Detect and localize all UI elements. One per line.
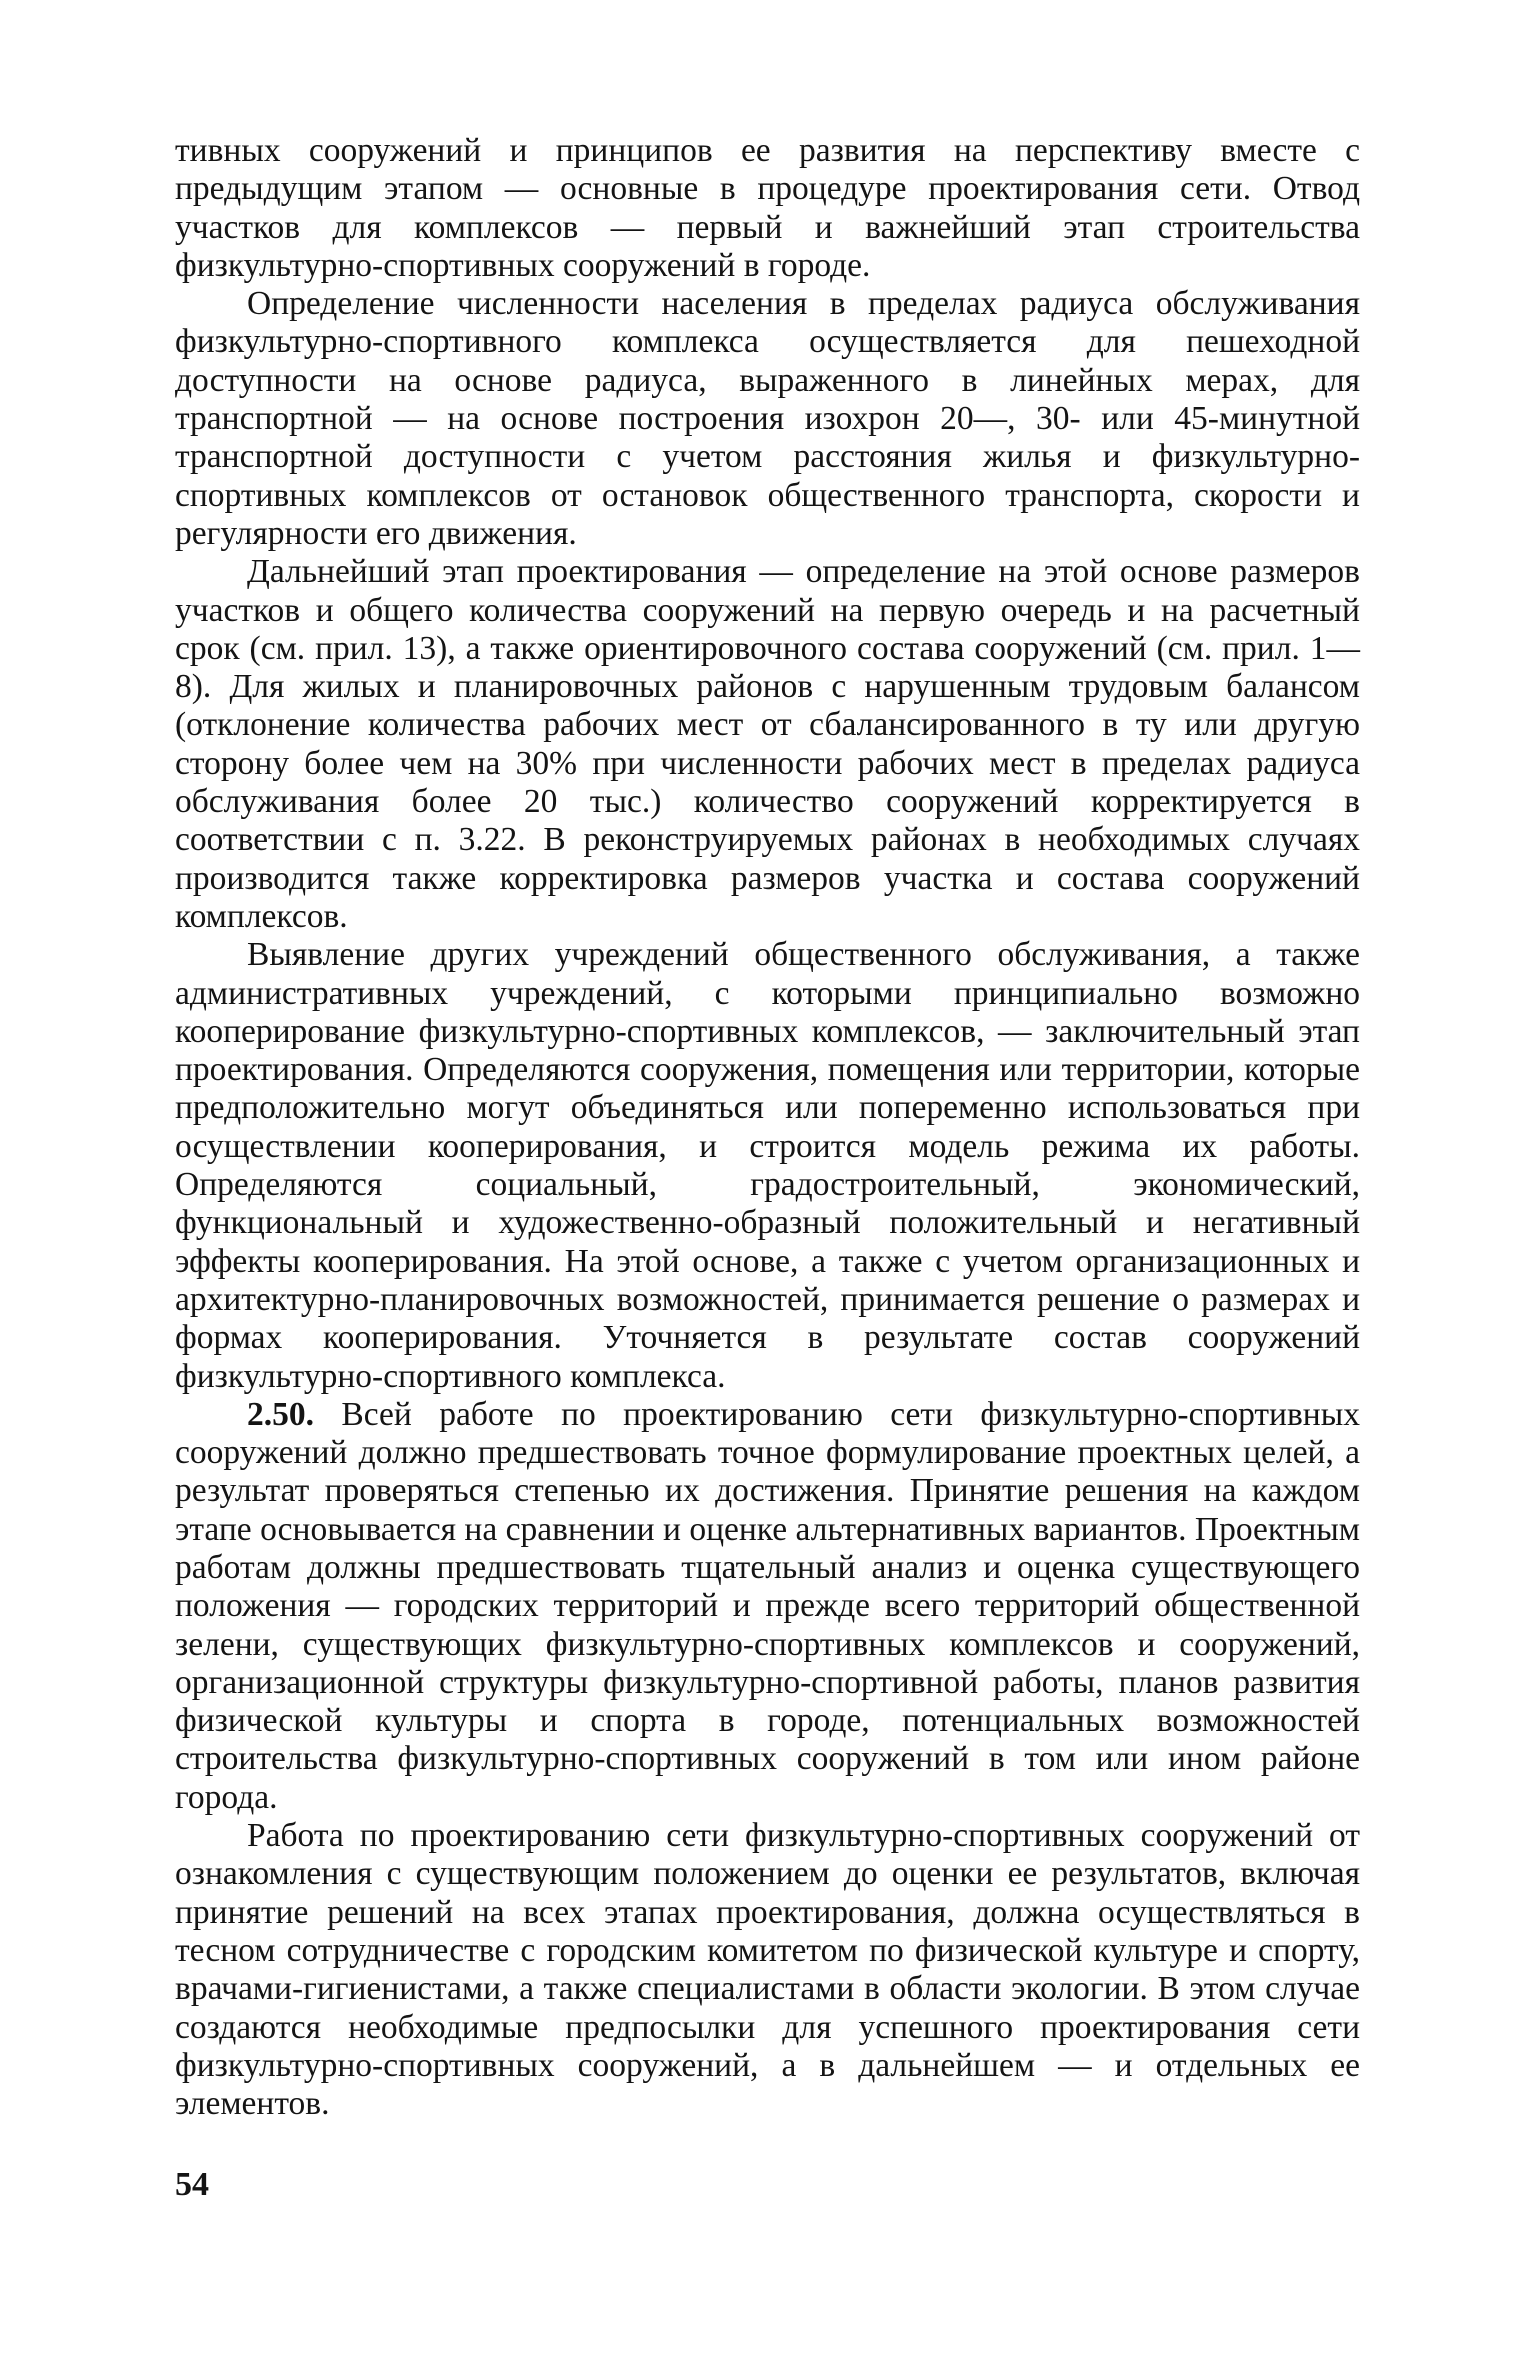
paragraph-3 xyxy=(175,553,1360,936)
paragraph-1 xyxy=(175,132,1360,285)
paragraph-1-text: тивных сооружений и принципов ее развития на перспективу вместе с предыдущим этапом — основные в процедуре проектирования сети. Отвод участков для комплексов — первый и важнейший этап строительства физкультурно-спортивных сооружений в городе. xyxy=(175,132,1360,284)
paragraph-5-text: Всей работе по проектированию сети физкультурно-спортивных сооружений должно предшествовать точное формулирование проектных целей, а результат проверяться степенью их достижения. Принятие решения на каждом этапе основывается на сравнении и оценке альтернативных вариантов. Проектным работам должны предшествовать тщательный анализ и оценка существующего положения — городских территорий и прежде всего территорий общественной зелени, существующих физкультурно-спортивных комплексов и сооружений, организационной структуры физкультурно-спортивной работы, планов развития физической культуры и спорта в городе, потенциальных возможностей строительства физкультурно-спортивных сооружений в том или ином районе города. xyxy=(175,1395,1360,1816)
paragraph-6 xyxy=(175,1817,1360,2123)
paragraph-5 xyxy=(175,1396,1360,1817)
section-number: 2.50. xyxy=(247,1395,314,1433)
page-number: 54 xyxy=(175,2166,209,2203)
paragraph-2 xyxy=(175,285,1360,553)
document-page xyxy=(175,132,1360,2123)
paragraph-2-text: Определение численности населения в пределах радиуса обслуживания физкультурно-спортивного комплекса осуществляется для пешеходной доступности на основе радиуса, выраженного в линейных мерах, для транспортной — на основе построения изохрон 20—, 30- или 45-минутной транспортной доступности с учетом расстояния жилья и физкультурно-спортивных комплексов от остановок общественного транспорта, скорости и регулярности его движения. xyxy=(175,285,1360,552)
paragraph-4 xyxy=(175,936,1360,1396)
paragraph-6-text: Работа по проектированию сети физкультурно-спортивных сооружений от ознакомления с существующим положением до оценки ее результатов, включая принятие решений на всех этапах проектирования, должна осуществляться в тесном сотрудничестве с городским комитетом по физической культуре и спорту, врачами-гигиенистами, а также специалистами в области экологии. В этом случае создаются необходимые предпосылки для успешного проектирования сети физкультурно-спортивных сооружений, а в дальнейшем — и отдельных ее элементов. xyxy=(175,1817,1360,2123)
paragraph-3-text: Дальнейший этап проектирования — определение на этой основе размеров участков и общего количества сооружений на первую очередь и на расчетный срок (см. прил. 13), а также ориентировочного состава сооружений (см. прил. 1—8). Для жилых и планировочных районов с нарушенным трудовым балансом (отклонение количества рабочих мест от сбалансированного в ту или другую сторону более чем на 30% при численности рабочих мест в пределах радиуса обслуживания более 20 тыс.) количество сооружений корректируется в соответствии с п. 3.22. В реконструируемых районах в необходимых случаях производится также корректировка размеров участка и состава сооружений комплексов. xyxy=(175,553,1360,935)
paragraph-4-text: Выявление других учреждений общественного обслуживания, а также административных учреждений, с которыми принципиально возможно кооперирование физкультурно-спортивных комплексов, — заключительный этап проектирования. Определяются сооружения, помещения или территории, которые предположительно могут объединяться или попеременно использоваться при осуществлении кооперирования, и строится модель режима их работы. Определяются социальный, градостроительный, экономический, функциональный и художественно-образный положительный и негативный эффекты кооперирования. На этой основе, а также с учетом организационных и архитектурно-планировочных возможностей, принимается решение о размерах и формах кооперирования. Уточняется в результате состав сооружений физкультурно-спортивного комплекса. xyxy=(175,936,1360,1395)
